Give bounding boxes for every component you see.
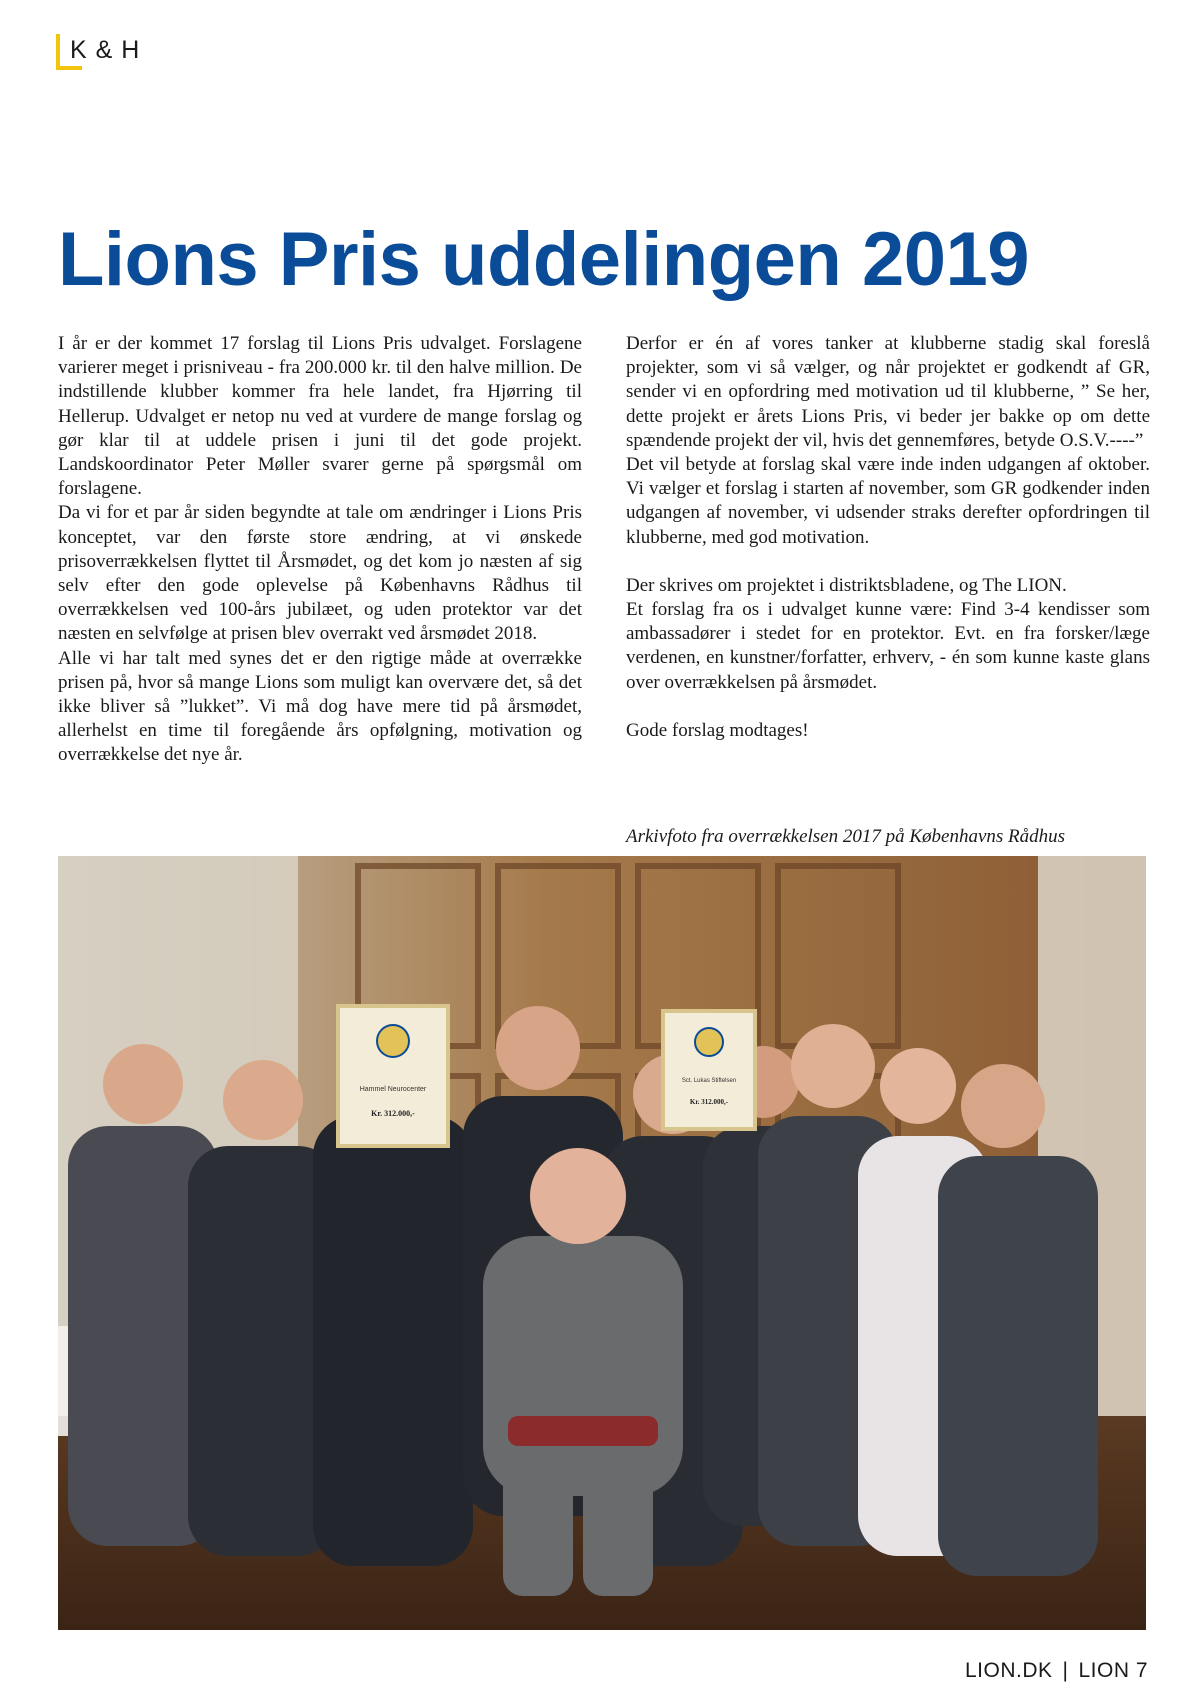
paragraph: Da vi for et par år siden begyndte at tale om ændringer i Lions Pris konceptet, var den første store ændring, at vi ønskede prisoverrækkelsen flyttet til Årsmødet, og det kom jo næsten af sig selv efter den gode oplevelse på Københavns Rådhus til overrækkelsen ved 100-års jubilæet, og uden protektor var det næsten en selvfølge at prisen blev overrakt ved årsmødet 2018. [58, 502, 582, 645]
article-title: Lions Pris uddelingen 2019 [58, 217, 1030, 302]
certificate-right-name: Sct. Lukas Stiftelsen [681, 1078, 737, 1084]
certificate-left-amount: Kr. 312.000,- [371, 1109, 415, 1118]
section-marker-bar [56, 34, 60, 68]
section-marker [56, 34, 140, 68]
certificate-right-amount: Kr. 312.000,- [689, 1098, 729, 1106]
paragraph: I år er der kommet 17 forslag til Lions Pris udvalget. Forslagene varierer meget i prisniveau - fra 200.000 kr. til den halve million. De indstillende klubber kommer fra hele landet, fra Hjørring til Hellerup. Udvalget er netop nu ved at vurdere de mange forslag og gør klar til at uddele prisen i juni til det gode projekt. Landskoordinator Peter Møller svarer gerne på spørgsmål om forslagene. [58, 333, 582, 500]
certificate-left-name: Hammel Neurocenter [359, 1086, 427, 1093]
page-footer [965, 1659, 1148, 1683]
footer-page-label: LION 7 [1078, 1659, 1148, 1682]
paragraph: Alle vi har talt med synes det er den rigtige måde at overrække prisen på, hvor så mange Lions som muligt kan overvære det, så det ikke bliver så ”lukket”. Vi må dog have mere tid på årsmødet, allerhelst en time til foregående års opfølgning, motivation og overrækkelse det nye år. [58, 647, 582, 766]
section-marker-foot [56, 66, 82, 70]
certificate-right [663, 1011, 755, 1129]
photo-caption: Arkivfoto fra overrækkelsen 2017 på Københavns Rådhus [626, 826, 1066, 847]
paragraph: Det vil betyde at forslag skal være inde inden udgangen af oktober. Vi vælger et forslag i starten af november, som GR godkender inden udgangen af november, vi udsender straks derefter opfordringen til klubberne, med god motivation. [626, 454, 1150, 548]
group-photo [58, 856, 1146, 1630]
footer-site: LION.DK [964, 1659, 1053, 1682]
paragraph: Et forslag fra os i udvalget kunne være: Find 3-4 kendisser som ambassadører i stedet for en protektor. Evt. en fra forsker/læge verdenen, en kunstner/forfatter, erhverv, - én som kunne kaste glans over overrækkelsen på årsmødet. [626, 599, 1150, 693]
footer-separator: | [1062, 1659, 1069, 1682]
article-column-left [58, 332, 582, 768]
article-column-right [626, 332, 1150, 743]
paragraph: Gode forslag modtages! [626, 719, 809, 741]
certificate-left [338, 1006, 448, 1146]
group-photo-illustration [58, 856, 1146, 1630]
section-label: K & H [70, 36, 141, 64]
paragraph: Der skrives om projektet i distriktsbladene, og The LION. [626, 574, 1067, 596]
paragraph: Derfor er én af vores tanker at klubberne stadig skal foreslå projekter, som vi så vælger, og når projektet er godkendt af GR, sender vi en opfordring med motivation ud til klubberne, ” Se her, dette projekt er årets Lions Pris, vi beder jer bakke op om dette spændende projekt der vil, hvis det gennemføres, betyde O.S.V.----” [626, 333, 1150, 451]
